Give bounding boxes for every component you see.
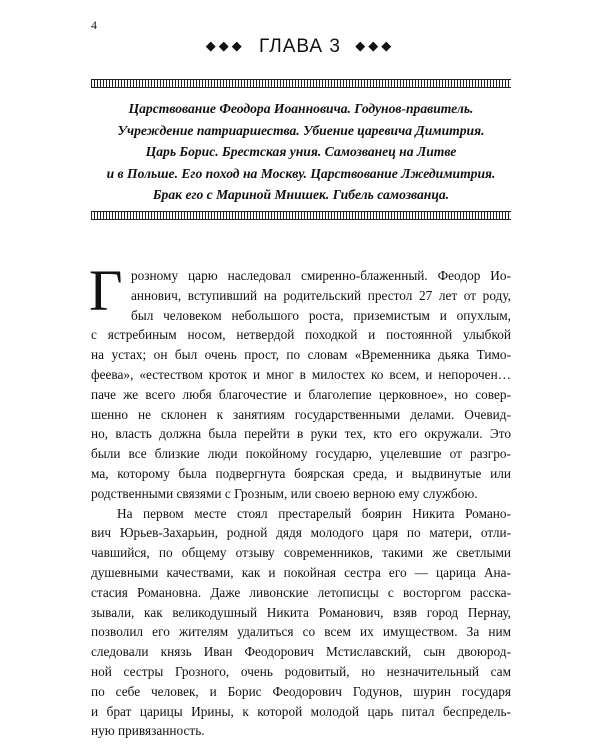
text-line: ной сестры Грозного, очень родовитый, но незначительный сам <box>91 663 511 679</box>
text-line: были все близкие люди покойному государю, уцелевшие от разгро- <box>91 446 511 462</box>
paragraph-2 <box>91 504 511 742</box>
ornament-right-icon: ◆◆◆ <box>355 38 395 53</box>
text-line: ную привязанность. <box>91 723 205 739</box>
summary-line: Царь Борис. Брестская уния. Самозванец на Литве <box>145 144 457 160</box>
summary-line: Брак его с Мариной Мнишек. Гибель самозванца. <box>152 187 450 203</box>
page-number: 4 <box>91 18 97 32</box>
paragraph-1 <box>91 266 511 504</box>
chapter-summary <box>91 98 511 206</box>
text-line: позволил его жителям удалиться со всем их имуществом. За ним <box>91 624 511 640</box>
text-line: по себе человек, и Борис Феодорович Годунов, шурин государя <box>91 683 511 699</box>
text-line: был человеком небольшого роста, приземистым и опухлым, <box>131 307 511 323</box>
text-line: феева», «естеством кроток и мног в милостех ко всем, и непорочен… <box>91 366 511 382</box>
text-line: с ястребиным носом, нетвердой походкой и постоянной улыбкой <box>91 327 511 343</box>
decorative-rule-bottom <box>91 211 511 220</box>
summary-line: и в Польше. Его поход на Москву. Царствование Лжедимитрия. <box>106 165 496 181</box>
ornament-left-icon: ◆◆◆ <box>205 38 245 53</box>
text-line: шенно не склонен к занятиям государственными делами. Очевид- <box>91 406 511 422</box>
body-text <box>91 266 511 741</box>
text-line: на устах; он был очень прост, по словам «Временника дьяка Тимо- <box>91 347 511 363</box>
decorative-rule-top <box>91 79 511 88</box>
summary-line: Царствование Феодора Иоанновича. Годунов-правитель. <box>128 101 474 116</box>
text-line: розному царю наследовал смиренно-блаженный. Феодор Ио- <box>131 268 511 283</box>
summary-line: Учреждение патриаршества. Убиение царевича Димитрия. <box>117 122 485 138</box>
text-line: паче же всего любя благочестие и благолепие церковное», но совер- <box>91 386 511 402</box>
text-line: родственными связями с Грозным, или своею верною ему службою. <box>91 485 478 501</box>
chapter-heading <box>0 36 600 58</box>
chapter-title: ГЛАВА 3 <box>259 36 341 57</box>
text-line: ма, которому была подвергнута боярская среда, и выдвинутые или <box>91 465 511 481</box>
drop-cap: Г <box>89 258 123 323</box>
text-line: стасия Романовна. Даже ливонские летописцы с восторгом расска- <box>91 584 511 600</box>
text-line: и брат царицы Ирины, к которой молодой царь питал беспредель- <box>91 703 511 719</box>
text-line: но, власть должна была перейти в руки тех, кто его окружали. Это <box>91 426 511 442</box>
text-line: вич Юрьев-Захарьин, родной дядя молодого царя по матери, отли- <box>91 525 511 541</box>
text-line: чавшийся, по общему отзыву современников, такими же светлыми <box>91 545 511 561</box>
text-line: следовали князь Иван Феодорович Мстиславский, сын двоюрод- <box>91 644 511 660</box>
text-line: зывали, как великодушный Никита Романович, взяв город Пернау, <box>91 604 511 620</box>
text-line: душевными качествами, как и покойная сестра его — царица Ана- <box>91 564 511 580</box>
text-line: На первом месте стоял престарелый боярин Никита Романо- <box>117 505 511 521</box>
text-line: аннович, вступивший на родительский престол 27 лет от роду, <box>131 287 511 303</box>
